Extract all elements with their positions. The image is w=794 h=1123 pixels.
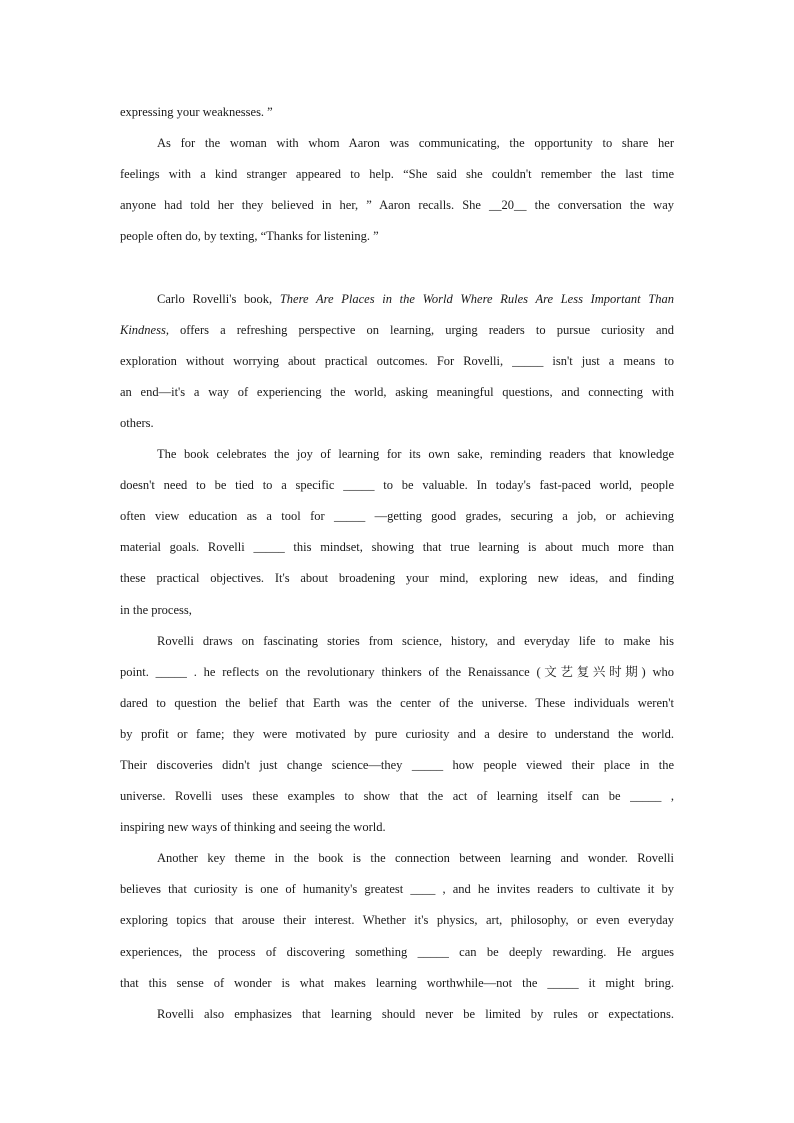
document-page xyxy=(120,97,674,1030)
text-line: Rovelli also emphasizes that learning should never be limited by rules or expectations. xyxy=(157,1006,674,1021)
text-line: experiences, the process of discovering something _____ can be deeply rewarding. He argues xyxy=(120,937,674,968)
text-line: Another key theme in the book is the connection between learning and wonder. Rovelli xyxy=(157,851,674,866)
text-line: The book celebrates the joy of learning for its own sake, reminding readers that knowledge xyxy=(157,447,674,462)
text-line: Their discoveries didn't just change science—they _____ how people viewed their place in the xyxy=(120,750,674,781)
answer-blank-20: __20__ xyxy=(489,198,527,213)
book-title: There Are Places in the World Where Rules Are Less Important Than xyxy=(279,291,674,306)
text-line: Kindness, offers a refreshing perspective on learning, urging readers to pursue curiosity and xyxy=(120,322,674,337)
text-line: exploration without worrying about practical outcomes. For Rovelli, _____ isn't just a means to xyxy=(120,346,674,377)
text-line: universe. Rovelli uses these examples to show that the act of learning itself can be _____ , xyxy=(120,781,674,812)
answer-blank: _____ xyxy=(343,478,375,493)
text-line: these practical objectives. It's about broadening your mind, exploring new ideas, and finding xyxy=(120,571,674,586)
answer-blank: _____ xyxy=(547,975,579,990)
text-line: anyone had told her they believed in her, ” Aaron recalls. She __20__ the conversation the way xyxy=(120,190,674,221)
answer-blank: ____ xyxy=(410,882,436,897)
answer-blank: _____ xyxy=(155,664,187,679)
answer-blank: _____ xyxy=(253,540,285,555)
text-line: in the process, xyxy=(120,602,192,617)
answer-blank: _____ xyxy=(417,944,449,959)
text-line: dared to question the belief that Earth was the center of the universe. These individuals weren't xyxy=(120,695,674,710)
text-line: others. xyxy=(120,415,154,430)
text-line: expressing your weaknesses. ” xyxy=(120,105,273,119)
text-line: exploring topics that arouse their interest. Whether it's physics, art, philosophy, or even everyday xyxy=(120,913,674,928)
text-line: material goals. Rovelli _____ this mindset, showing that true learning is about much more than xyxy=(120,532,674,563)
paragraph-gap xyxy=(120,252,674,283)
text-line: an end—it's a way of experiencing the world, asking meaningful questions, and connecting with xyxy=(120,384,674,399)
text-line: Carlo Rovelli's book, There Are Places in the World Where Rules Are Less Important Than xyxy=(157,291,674,306)
text-line: inspiring new ways of thinking and seeing the world. xyxy=(120,820,386,835)
book-title-end: Kindness, xyxy=(120,322,169,337)
answer-blank: _____ xyxy=(334,509,366,524)
text-line: often view education as a tool for _____ —getting good grades, securing a job, or achieving xyxy=(120,501,674,532)
text-line: people often do, by texting, “Thanks for listening. ” xyxy=(120,229,379,244)
text-line: by profit or fame; they were motivated by pure curiosity and a desire to understand the world. xyxy=(120,726,674,741)
text-line: point. _____ . he reflects on the revolutionary thinkers of the Renaissance (文艺复兴时期) who xyxy=(120,657,674,688)
text-line: feelings with a kind stranger appeared to help. “She said she couldn't remember the last time xyxy=(120,167,674,182)
text-line: doesn't need to be tied to a specific _____ to be valuable. In today's fast-paced world, people xyxy=(120,470,674,501)
answer-blank: _____ xyxy=(411,757,444,772)
text-line: that this sense of wonder is what makes learning worthwhile—not the _____ it might bring. xyxy=(120,968,674,999)
answer-blank: _____ xyxy=(512,353,544,368)
text-line: Rovelli draws on fascinating stories from science, history, and everyday life to make his xyxy=(157,633,674,648)
answer-blank: _____ xyxy=(630,789,662,804)
text-line: As for the woman with whom Aaron was communicating, the opportunity to share her xyxy=(157,136,674,151)
text-line: believes that curiosity is one of humanity's greatest ____ , and he invites readers to cultivate it by xyxy=(120,874,674,905)
